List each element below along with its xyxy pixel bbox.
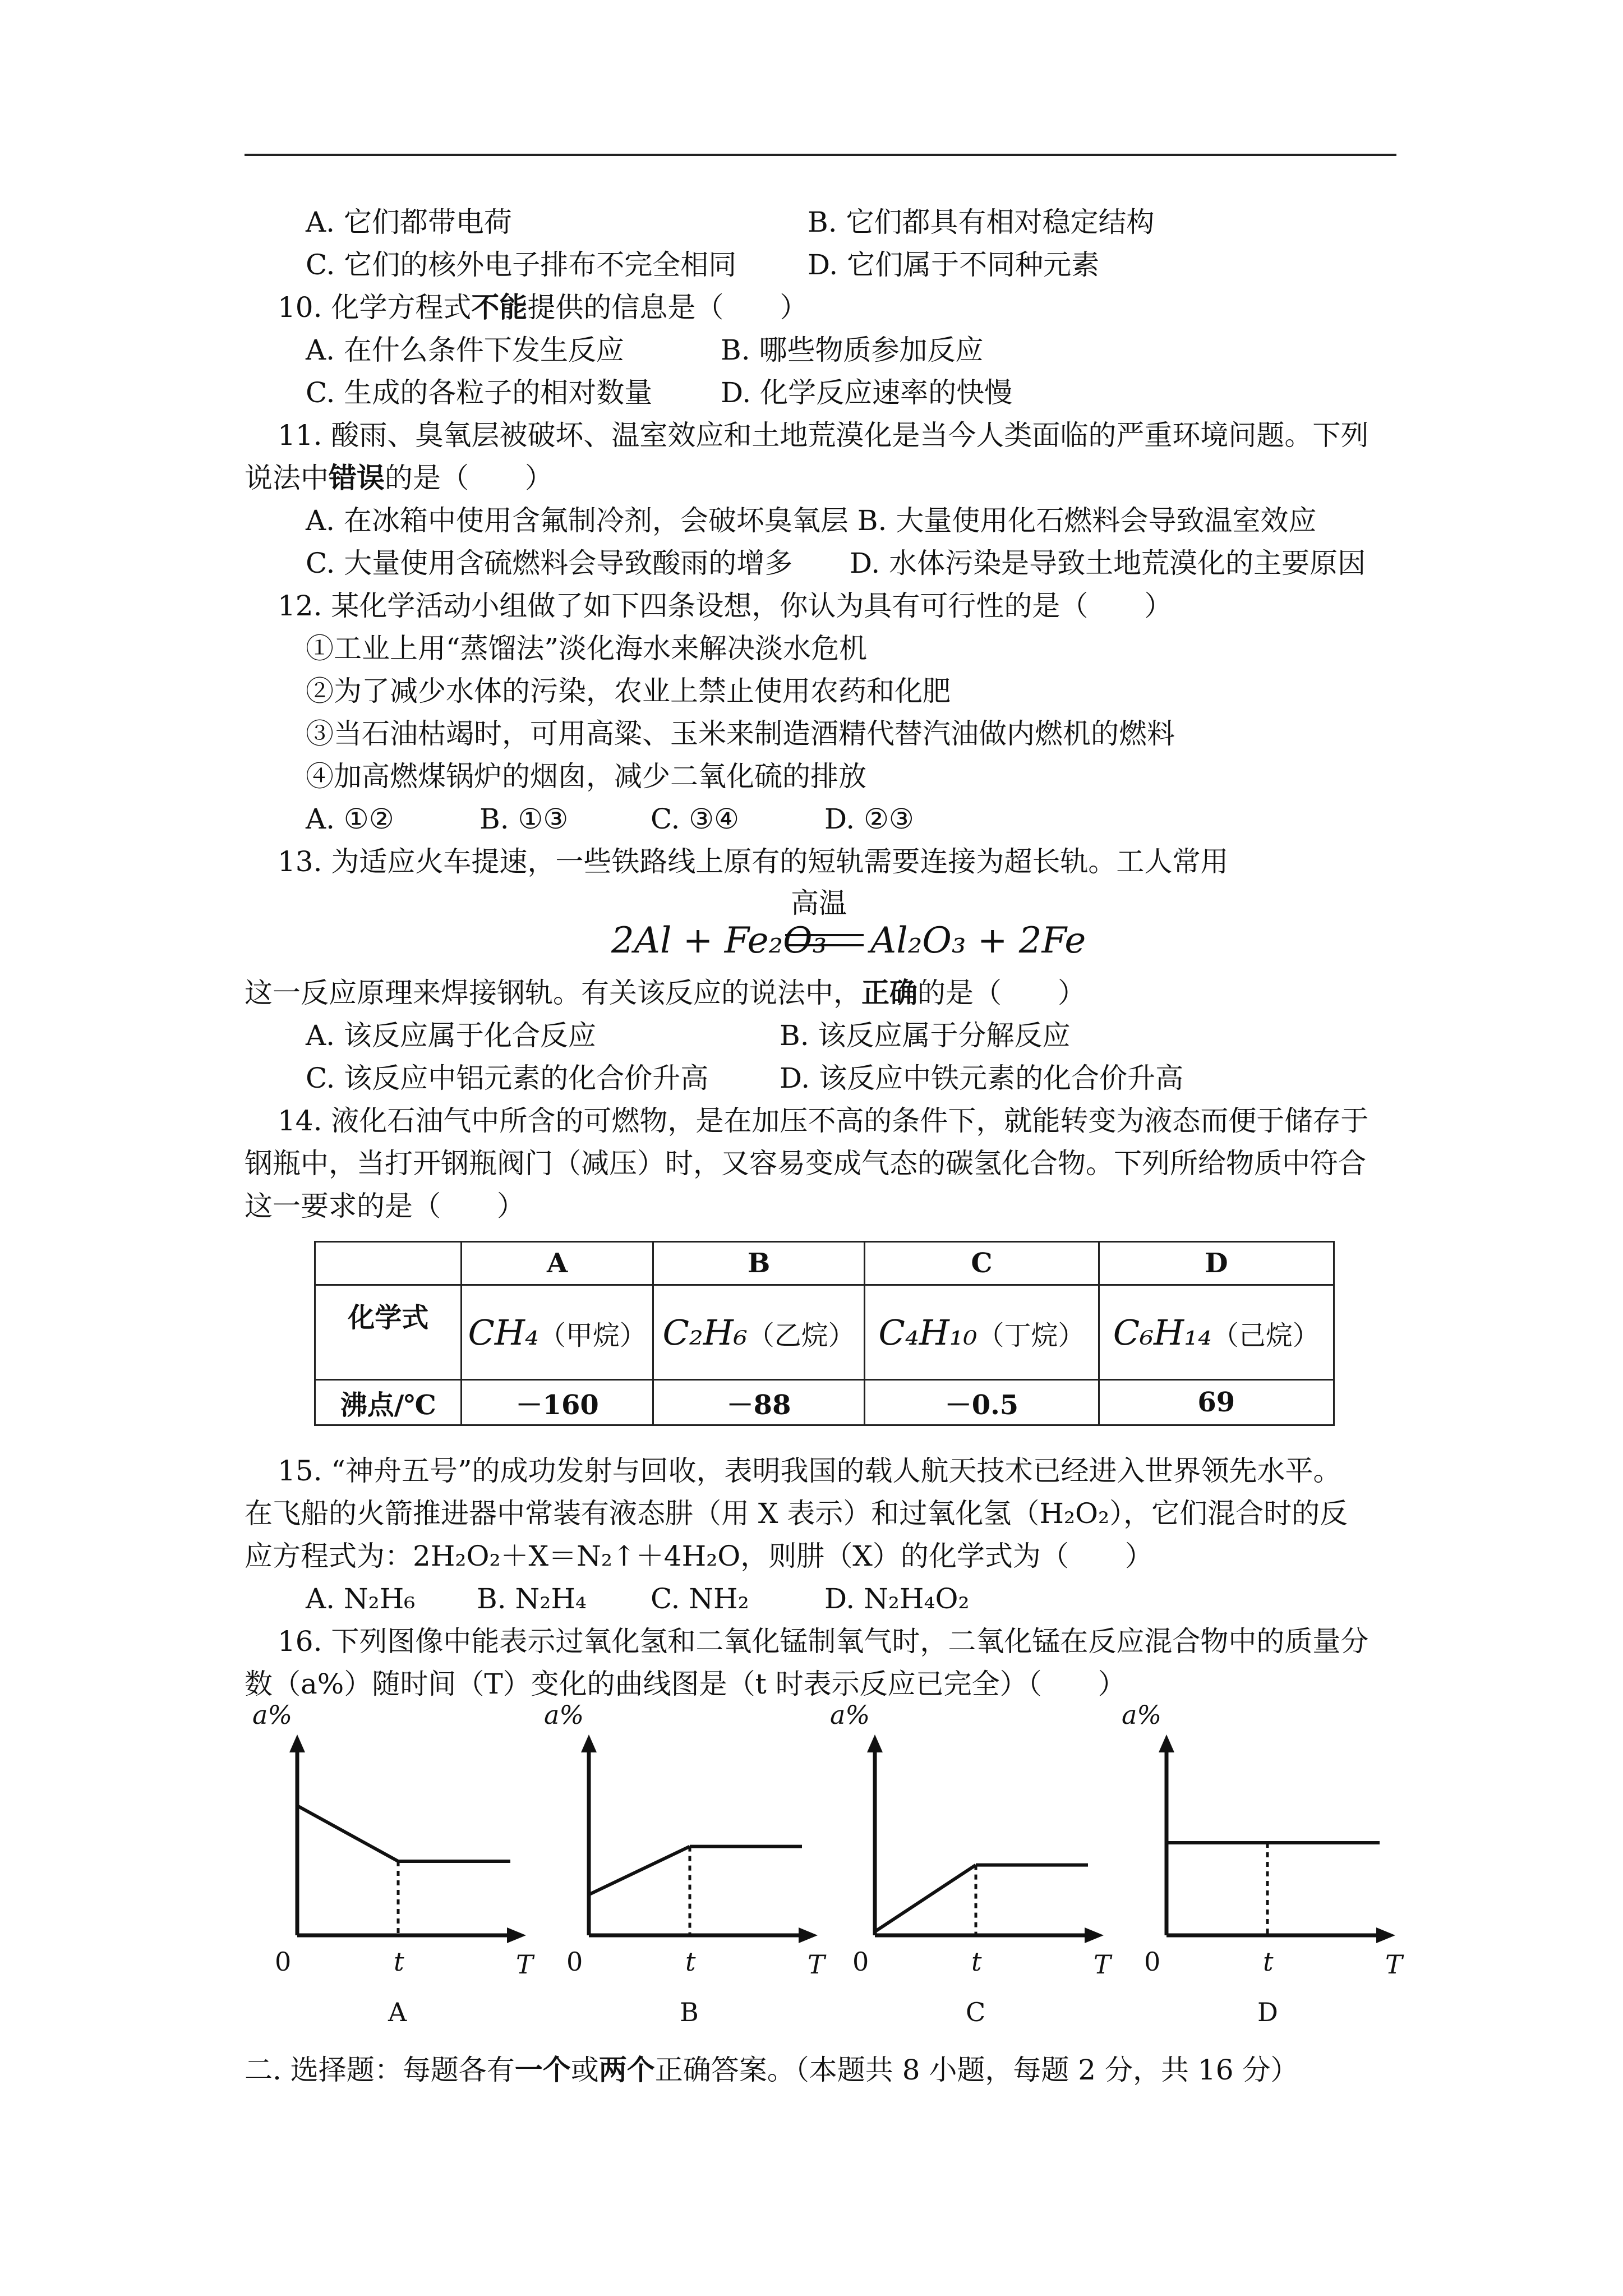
q15-option-b: B. N₂H₄: [477, 1582, 587, 1615]
q15-option-d: D. N₂H₄O₂: [824, 1582, 970, 1615]
q9-option-d: D. 它们属于不同种元素: [808, 249, 1100, 281]
graph-canvas: [538, 1700, 830, 2036]
x-axis-label: T: [1094, 1949, 1111, 1980]
q12-stem: 12. 某化学活动小组做了如下四条设想，你认为具有可行性的是（ ）: [278, 590, 1173, 622]
q11-option-d: D. 水体污染是导致土地荒漠化的主要原因: [850, 547, 1366, 579]
table-header-row: [315, 1242, 1334, 1285]
equation-condition: 高温: [791, 887, 847, 919]
x-axis-arrow: [507, 1927, 526, 1943]
graph-option-label: A: [388, 1997, 407, 2027]
header-rule: [245, 154, 1396, 156]
graph-option-label: B: [680, 1997, 699, 2027]
q13-stem-line2: [245, 976, 1086, 1010]
section2-heading: [245, 2053, 1298, 2087]
formula: CH₄: [468, 1312, 539, 1353]
formula: C₆H₁₄: [1113, 1312, 1212, 1353]
q16-graph-a: [247, 1700, 538, 2036]
section2-pre: 二. 选择题：每题各有: [245, 2054, 515, 2086]
q12-option-c: C. ③④: [651, 803, 739, 835]
q13-stem: 13. 为适应火车提速，一些铁路线上原有的短轨需要连接为超长轨。工人常用: [278, 845, 1229, 878]
q16-stem-line2: 数（a%）随时间（T）变化的曲线图是（t 时表示反应已完全）（ ）: [245, 1668, 1126, 1700]
q12-statement-4: ④加高燃煤锅炉的烟囱，减少二氧化硫的排放: [306, 760, 866, 793]
equation-products: Al₂O₃ + 2Fe: [870, 920, 1086, 961]
origin-label: 0: [566, 1947, 583, 1977]
q10-stem-bold: 不能: [471, 291, 528, 324]
q14-stem-line3: 这一要求的是（ ）: [245, 1190, 525, 1222]
curve-rising-segment: [297, 1806, 398, 1861]
formula-name: （乙烷）: [747, 1319, 855, 1351]
q13-option-b: B. 该反应属于分解反应: [780, 1019, 1071, 1052]
q11-option-c: C. 大量使用含硫燃料会导致酸雨的增多: [306, 547, 793, 579]
q15-stem-line2: 在飞船的火箭推进器中常装有液态肼（用 X 表示）和过氧化氢（H₂O₂），它们混合时的反: [245, 1497, 1348, 1530]
q9-option-b: B. 它们都具有相对稳定结构: [808, 206, 1155, 238]
x-axis-arrow: [799, 1927, 818, 1943]
table-header-cell: B: [653, 1242, 864, 1285]
curve-rising-segment: [589, 1847, 690, 1895]
section2-bold-two: 两个: [598, 2053, 655, 2086]
section2-bold-one: 一个: [514, 2053, 571, 2086]
origin-label: 0: [275, 1947, 292, 1977]
formula-cell: [653, 1285, 864, 1380]
t-tick-label: t: [1263, 1947, 1274, 1977]
formula-cell: [865, 1285, 1099, 1380]
table-header-cell: A: [462, 1242, 653, 1285]
q10-option-b: B. 哪些物质参加反应: [721, 334, 984, 366]
q13-line2-bold: 正确: [861, 976, 917, 1009]
q10-option-d: D. 化学反应速率的快慢: [721, 376, 1013, 409]
table-row-formula: [315, 1285, 1334, 1380]
equation-reactants: 2Al + Fe₂O₃: [611, 920, 827, 961]
section2-mid: 或: [570, 2054, 599, 2086]
boiling-point-cell: －0.5: [865, 1380, 1099, 1425]
curve-rising-segment: [875, 1865, 976, 1932]
q11-stem-line2: [245, 461, 553, 495]
q15-option-c: C. NH₂: [651, 1582, 749, 1615]
y-axis-label: a%: [544, 1700, 584, 1730]
x-axis-label: T: [516, 1949, 533, 1980]
graph-option-label: C: [966, 1997, 986, 2027]
table-header-cell: D: [1099, 1242, 1334, 1285]
q11-option-ab: A. 在冰箱中使用含氟制冷剂，会破坏臭氧层 B. 大量使用化石燃料会导致温室效应: [306, 504, 1317, 537]
table-header-cell: C: [865, 1242, 1099, 1285]
equation-double-line: [785, 934, 864, 946]
formula: C₄H₁₀: [878, 1312, 978, 1353]
graph-canvas: [247, 1700, 538, 2036]
formula-cell: [462, 1285, 653, 1380]
q13-line2-pre: 这一反应原理来焊接钢轨。有关该反应的说法中，: [245, 977, 861, 1009]
x-axis-label: T: [808, 1949, 825, 1980]
y-axis-label: a%: [1122, 1700, 1162, 1730]
formula-name: （甲烷）: [538, 1319, 647, 1351]
formula-name: （己烷）: [1211, 1319, 1320, 1351]
y-axis-arrow: [581, 1734, 597, 1752]
q14-stem-line1: 14. 液化石油气中所含的可燃物，是在加压不高的条件下，就能转变为液态而便于储存于: [278, 1105, 1369, 1137]
q12-statement-2: ②为了减少水体的污染，农业上禁止使用农药和化肥: [306, 675, 951, 707]
q12-option-a: A. ①②: [306, 803, 394, 835]
q12-option-d: D. ②③: [824, 803, 914, 835]
q10-stem-post: 提供的信息是（ ）: [527, 291, 808, 324]
table-row-boiling-point: [315, 1380, 1334, 1425]
q10-option-c: C. 生成的各粒子的相对数量: [306, 376, 653, 409]
q11-line2-pre: 说法中: [245, 462, 329, 494]
graph-canvas: [1116, 1700, 1408, 2036]
thermite-equation: [611, 881, 1086, 976]
q10-option-a: A. 在什么条件下发生反应: [306, 334, 624, 366]
q9-option-a: A. 它们都带电荷: [306, 206, 512, 238]
origin-label: 0: [852, 1947, 869, 1977]
x-axis-arrow: [1376, 1927, 1395, 1943]
y-axis-arrow: [289, 1734, 305, 1752]
q9-option-c: C. 它们的核外电子排布不完全相同: [306, 249, 737, 281]
q11-stem-line1: 11. 酸雨、臭氧层被破坏、温室效应和土地荒漠化是当今人类面临的严重环境问题。下列: [278, 419, 1369, 452]
t-tick-label: t: [971, 1947, 982, 1977]
formula-row-label: 化学式: [315, 1285, 462, 1380]
table-header-cell: [315, 1242, 462, 1285]
q16-graph-c: [824, 1700, 1116, 2036]
section2-post: 正确答案。（本题共 8 小题，每题 2 分，共 16 分）: [654, 2054, 1299, 2086]
q10-stem: [278, 291, 808, 324]
q15-stem-line1: 15. “神舟五号”的成功发射与回收，表明我国的载人航天技术已经进入世界领先水平。: [278, 1455, 1341, 1487]
q13-option-c: C. 该反应中铝元素的化合价升高: [306, 1062, 709, 1094]
y-axis-arrow: [867, 1734, 883, 1752]
q12-statement-1: ①工业上用“蒸馏法”淡化海水来解决淡水危机: [306, 632, 868, 665]
q16-graph-d: [1116, 1700, 1408, 2036]
x-axis-arrow: [1085, 1927, 1104, 1943]
q10-stem-pre: 10. 化学方程式: [278, 291, 472, 324]
t-tick-label: t: [685, 1947, 696, 1977]
q15-stem-line3: 应方程式为：2H₂O₂＋X＝N₂↑＋4H₂O，则肼（X）的化学式为（ ）: [245, 1540, 1153, 1572]
q13-option-d: D. 该反应中铁元素的化合价升高: [780, 1062, 1184, 1094]
boiling-point-cell: －88: [653, 1380, 864, 1425]
formula: C₂H₆: [662, 1312, 748, 1353]
q12-option-b: B. ①③: [479, 803, 569, 835]
q16-graph-b: [538, 1700, 830, 2036]
q15-option-a: A. N₂H₆: [306, 1582, 416, 1615]
q13-line2-post: 的是（ ）: [917, 977, 1086, 1009]
y-axis-label: a%: [830, 1700, 870, 1730]
boiling-point-table: [314, 1241, 1335, 1426]
formula-name: （丁烷）: [977, 1319, 1085, 1351]
graph-canvas: [824, 1700, 1116, 2036]
q14-stem-line2: 钢瓶中，当打开钢瓶阀门（减压）时，又容易变成气态的碳氢化合物。下列所给物质中符合: [245, 1147, 1366, 1180]
q12-statement-3: ③当石油枯竭时，可用高粱、玉米来制造酒精代替汽油做内燃机的燃料: [306, 717, 1175, 750]
q16-stem-line1: 16. 下列图像中能表示过氧化氢和二氧化锰制氧气时，二氧化锰在反应混合物中的质量分: [278, 1625, 1369, 1658]
q13-option-a: A. 该反应属于化合反应: [306, 1019, 596, 1052]
boiling-point-row-label: 沸点/℃: [315, 1380, 462, 1425]
x-axis-label: T: [1385, 1949, 1403, 1980]
boiling-point-cell: －160: [462, 1380, 653, 1425]
boiling-point-cell: 69: [1099, 1380, 1334, 1425]
graph-option-label: D: [1257, 1997, 1278, 2027]
q11-line2-bold: 错误: [329, 461, 385, 494]
formula-cell: [1099, 1285, 1334, 1380]
q11-line2-post: 的是（ ）: [385, 462, 553, 494]
origin-label: 0: [1144, 1947, 1161, 1977]
y-axis-label: a%: [252, 1700, 293, 1730]
t-tick-label: t: [394, 1947, 404, 1977]
y-axis-arrow: [1159, 1734, 1174, 1752]
